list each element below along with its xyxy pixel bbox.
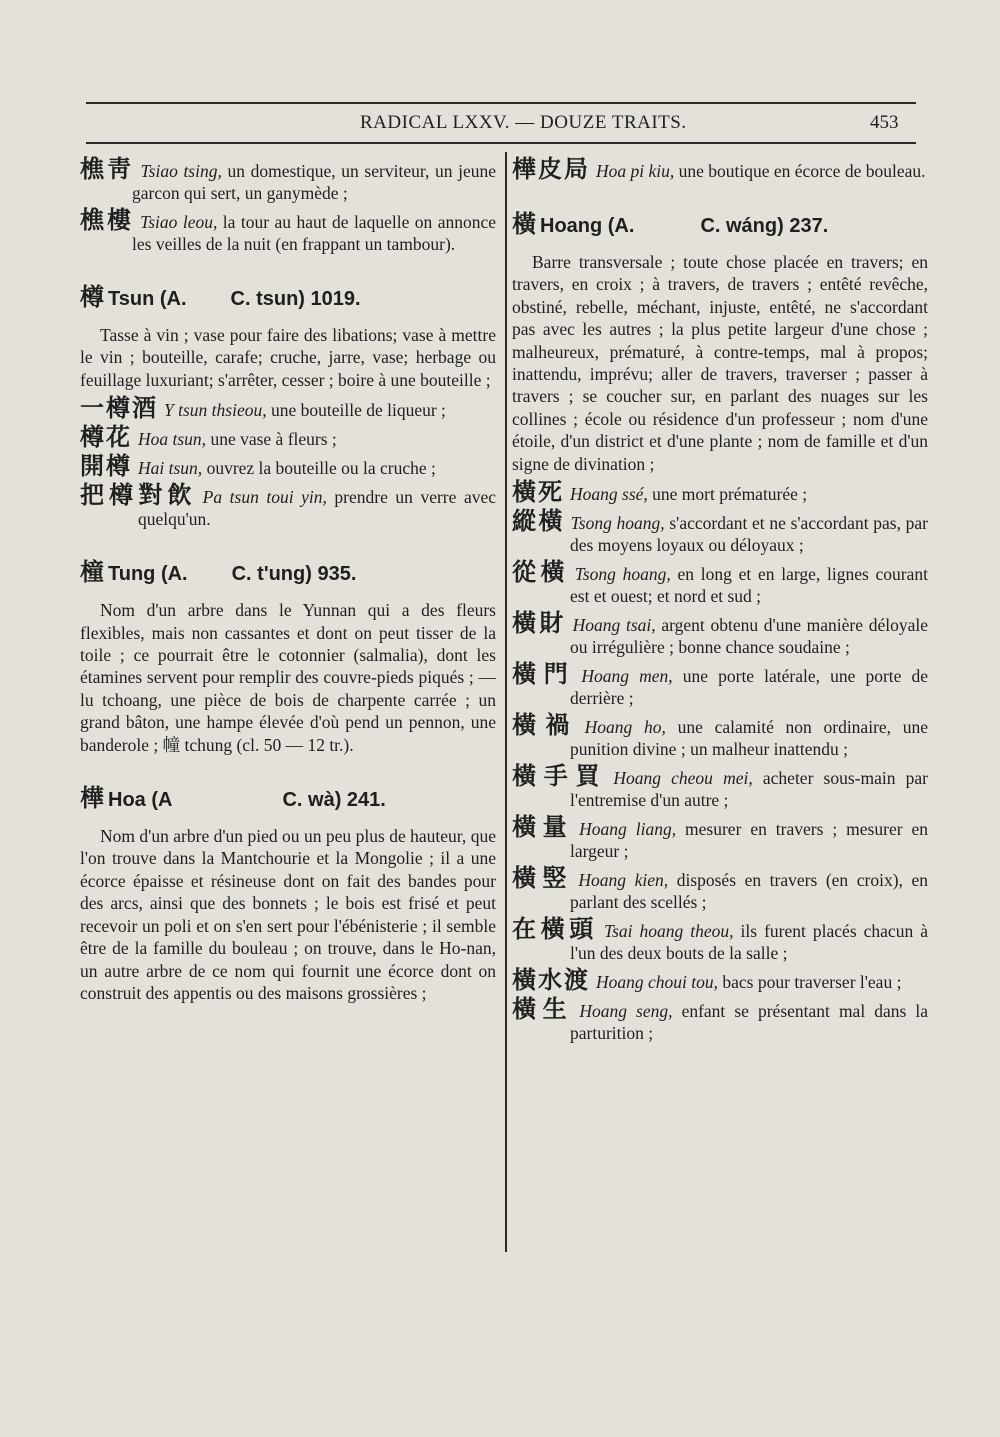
entry-romanization: Y tsun thsieou, [164, 400, 267, 421]
entry [512, 762, 928, 811]
headword-cantonese: C. wáng) 237. [700, 215, 829, 237]
entry-definition: une vase à fleurs ; [206, 429, 337, 450]
headword-title: Hoang (A. [540, 215, 635, 237]
entry-romanization: Hoang ssé, [570, 484, 648, 505]
headword-tung [80, 552, 496, 587]
entry-romanization: Tsiao tsing, [140, 161, 222, 181]
entry-chars: 橫財 [512, 609, 567, 638]
entry-chars: 把樽對飲 [80, 481, 197, 510]
headword-tsun [80, 277, 496, 312]
entry-definition: ils furent placés chacun à l'un des deux bouts de la salle ; [570, 921, 928, 964]
definition-paragraph: Tasse à vin ; vase pour faire des libations; vase à mettre le vin ; bouteille, carafe; cruche, jarre, vase; herbage ou feuillage luxuriant; s'arrêter, cesser ; boire à une bouteille ; [80, 325, 496, 390]
entry [80, 206, 497, 255]
entry-romanization: Hoa tsun, [138, 429, 207, 450]
entry-definition: s'accordant et ne s'accordant pas, par des moyens loyaux ou déloyaux ; [570, 513, 929, 556]
entry-definition: prendre un verre avec quelqu'un. [138, 487, 496, 530]
entry-definition: une mort prématurée ; [647, 484, 808, 505]
entry-romanization: Hoang liang, [579, 819, 677, 840]
entry [80, 481, 496, 530]
entry [512, 915, 928, 964]
entry [512, 966, 928, 995]
headword-char: 橫 [512, 210, 536, 238]
entry-romanization: Hai tsun, [138, 458, 203, 479]
entry [80, 394, 496, 423]
running-header: RADICAL LXXV. — DOUZE TRAITS. [360, 112, 687, 133]
entry-definition: un domestique, un serviteur, un jeune garcon qui sert, un ganymède ; [132, 161, 496, 203]
entry [512, 864, 928, 913]
entry [512, 609, 928, 658]
entry-definition: une boutique en écorce de bouleau. [674, 161, 926, 181]
entry-chars: 從橫 [512, 558, 569, 587]
left-column [80, 155, 497, 1010]
entry-chars: 開樽 [80, 452, 132, 481]
entry-chars: 橫生 [512, 995, 574, 1024]
entry-chars: 縱橫 [512, 507, 565, 536]
entry-definition: une porte latérale, une porte de derrière ; [570, 666, 929, 709]
headword-cantonese: C. wà) 241. [282, 789, 386, 812]
entry [80, 423, 496, 452]
entry-romanization: Hoang men, [581, 666, 673, 687]
headword-hoa [80, 778, 496, 813]
entry-romanization: Tsiao leou, [140, 212, 218, 232]
entry-chars: 橫竪 [512, 864, 573, 893]
entry-chars: 樽花 [80, 423, 132, 452]
headword-char: 樺 [80, 784, 104, 813]
entry-romanization: Tsai hoang theou, [603, 921, 734, 942]
entry [512, 813, 929, 862]
entry-definition: une bouteille de liqueur ; [266, 400, 446, 421]
headword-cantonese: C. tsun) 1019. [230, 288, 361, 310]
entry [80, 155, 496, 204]
entry-chars: 在橫頭 [512, 915, 598, 944]
entry-chars: 一樽酒 [80, 394, 158, 423]
entry-chars: 橫死 [512, 478, 564, 507]
page-number: 453 [870, 112, 899, 133]
entry-romanization: Hoang tsai, [572, 615, 656, 636]
entry-definition: disposés en travers (en croix), en parlant des scellés ; [570, 870, 928, 913]
entry-definition: acheter sous-main par l'entremise d'un autre ; [570, 768, 928, 811]
entry-romanization: Pa tsun toui yin, [202, 487, 327, 508]
entry-chars: 樺皮局 [512, 155, 590, 183]
entry-romanization: Hoa pi kiu, [596, 161, 675, 181]
entry-chars: 橫門 [512, 660, 576, 689]
headword-cantonese: C. t'ung) 935. [231, 563, 357, 586]
entry [512, 995, 929, 1044]
entry-romanization: Tsong hoang, [574, 564, 671, 585]
entry [512, 558, 928, 607]
entry-definition: une calamité non ordinaire, une punition divine ; un malheur inattendu ; [570, 717, 929, 760]
header-rule [86, 142, 916, 144]
column-divider [505, 152, 507, 1252]
definition-paragraph: Barre transversale ; toute chose placée en travers; en travers, en croix ; à travers, de travers ; entêté revêche, obstiné, rebelle, méchant, injuste, entêté, ne s'accordant pas avec les autres ; la plus petite largeur d'une chose ; malheureux, prématuré, à contre-temps, mal à propos; inattendu, imprévu; aller de travers, traverser ; passer à travers ; se coucher sur, en parlant des nuages sur les collines ; école ou résidence d'un professeur ; nom d'une étoile, d'un district et d'une plante ; nom de famille et d'un signe de divination ; [512, 252, 928, 474]
entry-romanization: Hoang ho, [584, 717, 666, 738]
headword-title: Tsun (A. [108, 288, 187, 310]
entry [512, 660, 929, 709]
entry [512, 478, 928, 507]
headword-title: Hoa (A [108, 789, 173, 812]
entry-definition: enfant se présentant mal dans la parturition ; [570, 1001, 929, 1044]
definition-paragraph: Nom d'un arbre dans le Yunnan qui a des fleurs flexibles, mais non cassantes et dont on peut tisser de la toile ; ce pourrait être le cotonnier (salmalia), dont les étamines servent pour remplir des couvre-pieds piqués ; — lu tchoang, une pièce de bois de charpente carrée ; un grand bâton, une hampe élevée d'où pend un pennon, une banderole ; 幢 tchung (cl. 50 — 12 tr.). [80, 600, 496, 755]
entry [512, 711, 929, 760]
entry-chars: 橫水渡 [512, 966, 590, 995]
entry-definition: en long et en large, lignes courant est et ouest; et nord et sud ; [570, 564, 928, 607]
right-column [512, 155, 929, 1049]
entry-romanization: Tsong hoang, [570, 513, 665, 534]
entry-definition: bacs pour traverser l'eau ; [718, 972, 902, 993]
entry-chars: 橫量 [512, 813, 574, 842]
entry-chars: 樵靑 [80, 155, 135, 183]
entry-romanization: Hoang kien, [578, 870, 669, 891]
entry [512, 507, 929, 556]
entry-romanization: Hoang cheou mei, [613, 768, 753, 789]
entry-chars: 橫手買 [512, 762, 608, 791]
entry-definition: ouvrez la bouteille ou la cruche ; [202, 458, 436, 479]
headword-title: Tung (A. [108, 563, 188, 586]
entry-chars: 橫禍 [512, 711, 579, 740]
top-rule [86, 102, 916, 104]
headword-char: 橦 [80, 558, 104, 587]
entry [512, 155, 928, 183]
entry-romanization: Hoang choui tou, [596, 972, 719, 993]
entry [80, 452, 496, 481]
entry-romanization: Hoang seng, [579, 1001, 673, 1022]
headword-char: 樽 [80, 283, 104, 311]
entry-definition: la tour au haut de laquelle on annonce les veilles de la nuit (en frappant un tambour). [132, 212, 497, 254]
definition-paragraph: Nom d'un arbre d'un pied ou un peu plus de hauteur, que l'on trouve dans la Mantchourie et la Mongolie ; il a une écorce épaisse et résineuse dont on fait des bandes pour des arcs, ainsi que des bonnets ; le bois est frisé et peut recevoir un poli et on s'en sert pour l'ébénisterie ; il semble être de la famille du bouleau ; on trouve, dans le Ho-nan, un autre arbre de ce nom qui fournit une écorce dont on construit des appentis ou des maisons grossières ; [80, 826, 496, 1003]
entry-definition: mesurer en travers ; mesurer en largeur ; [570, 819, 929, 862]
headword-hoang [512, 204, 928, 239]
entry-definition: argent obtenu d'une manière déloyale ou irrégulière ; bonne chance soudaine ; [570, 615, 928, 658]
entry-chars: 樵樓 [80, 206, 135, 234]
